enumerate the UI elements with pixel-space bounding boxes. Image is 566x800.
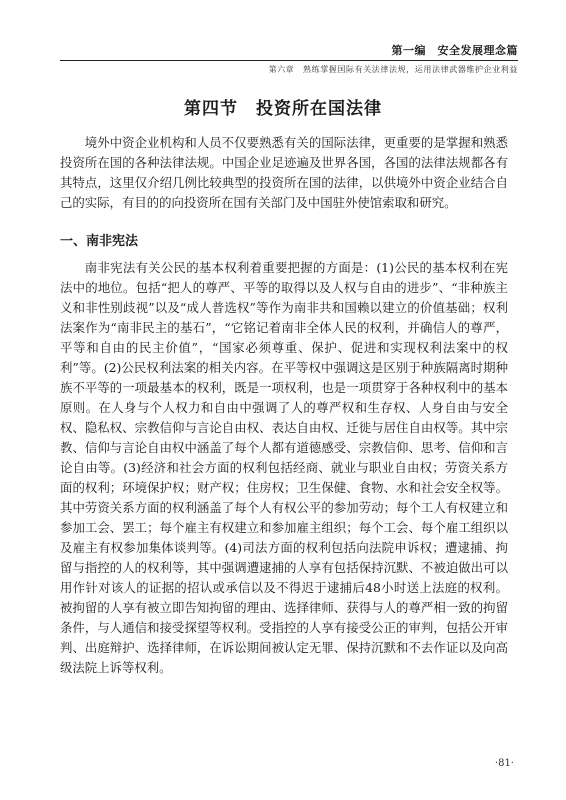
page-number: ·81· [494,758,514,769]
subsection-paragraph: 南非宪法有关公民的基本权利着重要把握的方面是：(1)公民的基本权利在宪法中的地位。包括“把人的尊严、平等的取得以及人权与自由的进步”、“非种族主义和非性别歧视”以及“成人普选权”等作为南非共和国赖以建立的价值基础；权利法案作为“南非民主的基石”，“它铭记着南非全体人民的权利，并确信人的尊严，平等和自由的民主价值”，“国家必须尊重、保护、促进和实现权利法案中的权利”等。(2)公民权利法案的相关内容。在平等权中强调这是区别于种族隔离时期种族不平等的一项最基本的权利，既是一项权利，也是一项贯穿于各种权利中的基本原则。在人身与个人权力和自由中强调了人的尊严权和生存权、人身自由与安全权、隐私权、宗教信仰与言论自由权、表达自由权、迁徙与居住自由权等。其中宗教、信仰与言论自由权中涵盖了每个人都有道德感受、宗教信仰、思考、信仰和言论自由等。(3)经济和社会方面的权利包括经商、就业与职业自由权；劳资关系方面的权利；环境保护权；财产权；住房权；卫生保健、食物、水和社会安全权等。其中劳资关系方面的权利涵盖了每个人有权公平的参加劳动；每个工人有权建立和参加工会、罢工；每个雇主有权建立和参加雇主组织；每个工会、每个雇工组织以及雇主有权参加集体谈判等。(4)司法方面的权利包括向法院申诉权；遭逮捕、拘留与指控的人的权利等，其中强调遭逮捕的人享有包括保持沉默、不被迫做出可以用作针对该人的证据的招认或承信以及不得迟于逮捕后48小时送上法庭的权利。被拘留的人享有被立即告知拘留的理由、选择律师、获得与人的尊严相一致的拘留条件，与人通信和接受探望等权利。受指控的人享有接受公正的审判，包括公开审判、出庭辩护、选择律师，在诉讼期间被认定无罪、保持沉默和不去作证以及向高级法院上诉等权利。 [60,260,508,675]
running-header-chapter: 第六章 熟练掌握国际有关法律法规，运用法律武器维护企业利益 [268,65,518,74]
intro-paragraph: 境外中资企业机构和人员不仅要熟悉有关的国际法律，更重要的是掌握和熟悉投资所在国的各种法律法规。中国企业足迹遍及世界各国，各国的法律法规都各有其特点，这里仅介绍几例比较典型的投资所在国的法律，以供境外中资企业结合自己的实际，有目的的向投资所在国有关部门及中国驻外使馆索取和研究。 [60,135,508,210]
header-divider [60,60,518,61]
section-title: 第四节 投资所在国法律 [184,99,382,119]
running-header-part: 第一编 安全发展理念篇 [391,44,518,57]
page-body [60,133,508,678]
subsection-heading: 一、南非宪法 [60,234,139,249]
